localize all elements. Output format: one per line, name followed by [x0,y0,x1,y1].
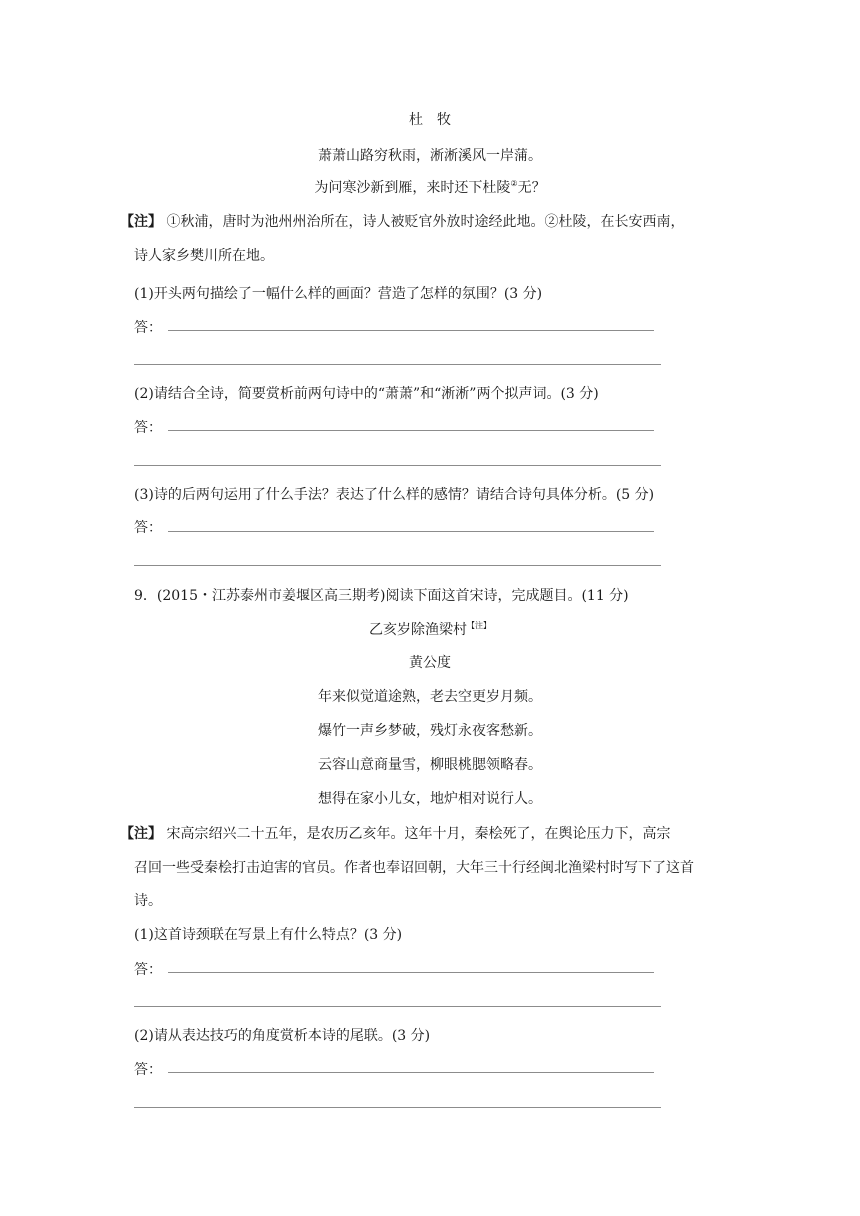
poem-title [0,620,860,640]
poem-line-text: 无？ [517,180,546,196]
question-header: 9．(2015・江苏泰州市姜堰区高三期考)阅读下面这首宋诗，完成题目。(11 分) [134,588,629,604]
poem-line: 萧萧山路穷秋雨，淅淅溪风一岸蒲。 [318,148,542,164]
answer-label: 答： [134,320,162,336]
answer-line[interactable] [134,465,661,466]
note-line [120,212,684,232]
question-text: (3)诗的后两句运用了什么手法？表达了什么样的感情？请结合诗句具体分析。(5 分) [134,487,655,503]
note-line: 诗。 [134,893,162,909]
answer-label: 答： [134,1062,162,1078]
answer-line[interactable] [134,1006,661,1007]
poem-title-text: 乙亥岁除渔梁村 [369,622,467,638]
answer-label: 答： [134,962,162,978]
poem-author: 杜 牧 [409,112,451,128]
poem-line: 年来似觉道途熟，老去空更岁月频。 [318,689,542,705]
answer-line[interactable] [168,430,654,431]
answer-label: 答： [134,420,162,436]
note-line [120,824,670,844]
note-line: 诗人家乡樊川所在地。 [134,248,274,264]
poem-line: 想得在家小儿女，地炉相对说行人。 [318,791,542,807]
note-tag: 【注】 [120,826,162,842]
answer-line[interactable] [168,1072,654,1073]
poem-line-text: 为问寒沙新到雁，来时还下杜陵 [314,180,511,196]
poem-line: 爆竹一声乡梦破，残灯永夜客愁新。 [318,723,542,739]
footnote-marker: ② [510,179,518,188]
answer-line[interactable] [168,972,654,973]
question-text: (1)开头两句描绘了一幅什么样的画面？营造了怎样的氛围？(3 分) [134,286,543,302]
poem-author: 黄公度 [409,655,451,671]
question-text: (2)请结合全诗，简要赏析前两句诗中的“萧萧”和“淅淅”两个拟声词。(3 分) [134,386,599,402]
note-text: ①秋浦，唐时为池州州治所在，诗人被贬官外放时途经此地。②杜陵，在长安西南， [162,214,685,230]
footnote-marker: 【注】 [467,621,491,630]
answer-line[interactable] [168,330,654,331]
poem-line: 云容山意商量雪，柳眼桃腮领略春。 [318,757,542,773]
note-tag: 【注】 [120,214,162,230]
answer-line[interactable] [134,364,661,365]
answer-line[interactable] [168,531,654,532]
answer-label: 答： [134,520,162,536]
answer-line[interactable] [134,565,661,566]
question-text: (1)这首诗颈联在写景上有什么特点？(3 分) [134,927,403,943]
answer-line[interactable] [134,1107,661,1108]
poem-line [0,178,860,198]
note-line: 召回一些受秦桧打击迫害的官员。作者也奉诏回朝，大年三十行经闽北渔梁村时写下了这首 [134,860,694,876]
question-text: (2)请从表达技巧的角度赏析本诗的尾联。(3 分) [134,1028,431,1044]
note-text: 宋高宗绍兴二十五年，是农历乙亥年。这年十月，秦桧死了，在舆论压力下，高宗 [162,826,671,842]
